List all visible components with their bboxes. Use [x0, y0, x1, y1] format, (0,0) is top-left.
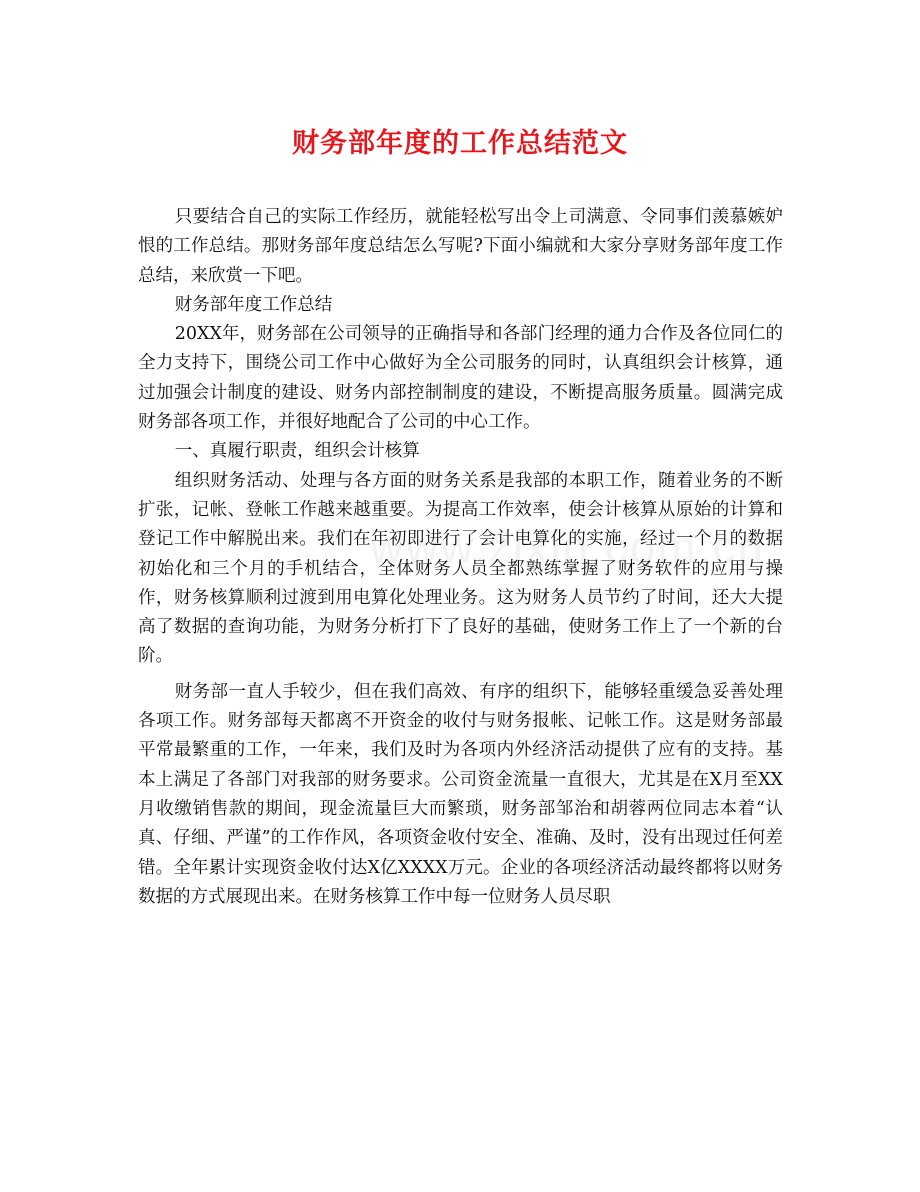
section-heading: 一、真履行职责，组织会计核算	[174, 441, 420, 462]
body-paragraph: 组织财务活动、处理与各方面的财务关系是我部的本职工作，随着业务的不断扩张，记帐、登帐工作越来越重要。为提高工作效率，使会计核算从原始的计算和登记工作中解脱出来。我们在年初即进行了会计电算化的实施，经过一个月的数据初始化和三个月的手机结合，全体财务人员全都熟练掌握了财务软件的应用与操作，财务核算顺利过渡到用电算化处理业务。这为财务人员节约了时间，还大大提高了数据的查询功能，为财务分析打下了良好的基础，使财务工作上了一个新的台阶。	[138, 470, 783, 667]
body-paragraph: 20XX年，财务部在公司领导的正确指导和各部门经理的通力合作及各位同仁的全力支持下，围绕公司工作中心做好为全公司服务的同时，认真组织会计核算，通过加强会计制度的建设、财务内部控制制度的建设，不断提高服务质量。圆满完成财务部各项工作，并很好地配合了公司的中心工作。	[138, 324, 783, 433]
section-heading: 财务部年度工作总结	[174, 294, 333, 315]
body-paragraph: 财务部一直人手较少，但在我们高效、有序的组织下，能够轻重缓急妥善处理各项工作。财务部每天都离不开资金的收付与财务报帐、记帐工作。这是财务部最平常最繁重的工作，一年来，我们及时为各项内外经济活动提供了应有的支持。基本上满足了各部门对我部的财务要求。公司资金流量一直很大，尤其是在X月至XX月收缴销售款的期间，现金流量巨大而繁琐，财务部邹治和胡蓉两位同志本着“认真、仔细、严谨”的工作作风，各项资金收付安全、准确、及时，没有出现过任何差错。全年累计实现资金收付达X亿XXXX万元。企业的各项经济活动最终都将以财务数据的方式展现出来。在财务核算工作中每一位财务人员尽职	[138, 681, 783, 907]
document-body	[138, 203, 783, 912]
intro-paragraph: 只要结合自己的实际工作经历，就能轻松写出令上司满意、令同事们羡慕嫉妒恨的工作总结。那财务部年度总结怎么写呢?下面小编就和大家分享财务部年度工作总结，来欣赏一下吧。	[138, 207, 783, 286]
document-title: 财务部年度的工作总结范文	[292, 128, 628, 159]
